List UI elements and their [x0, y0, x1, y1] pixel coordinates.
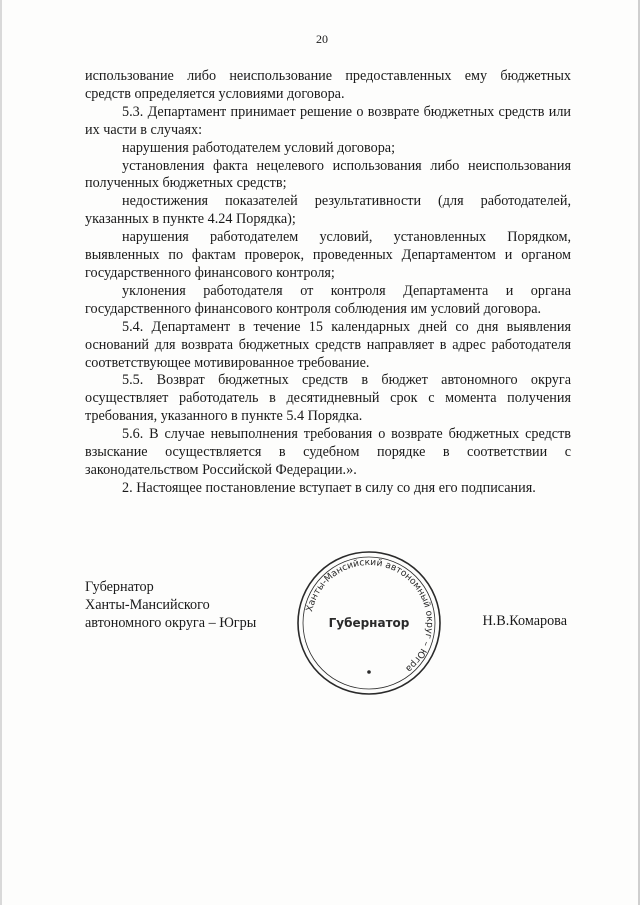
paragraph: нарушения работодателем условий договора;: [122, 139, 396, 156]
paragraph: 2. Настоящее постановление вступает в силу со дня его подписания.: [122, 479, 536, 496]
paragraph: установления факта нецелевого использования либо неиспользования полученных бюджетных средств;: [85, 157, 571, 192]
paragraph: недостижения показателей результативности (для работодателей, указанных в пункте 4.24 Порядка);: [85, 193, 571, 228]
signature-title-line: Ханты-Мансийского: [85, 597, 210, 613]
paragraph: 5.6. В случае невыполнения требования о возврате бюджетных средств взыскание осуществляется в судебном порядке в соответствии с законодательством Российской Федерации.».: [85, 426, 571, 478]
paragraph: 5.4. Департамент в течение 15 календарных дней со дня выявления оснований для возврата бюджетных средств направляет в адрес работодателя соответствующее мотивированное требование.: [85, 318, 571, 371]
paragraph: использование либо неиспользование предоставленных ему бюджетных средств определяется условиями договора.: [85, 68, 571, 102]
signature-title-line: Губернатор: [85, 579, 154, 595]
paragraph: уклонения работодателя от контроля Департамента и органа государственного финансового контроля соблюдения им условий договора.: [85, 282, 571, 317]
page-number: 20: [316, 32, 328, 46]
signature-title: [85, 578, 256, 632]
seal-ring-text: Ханты-Мансийский автономный округ – Югра: [304, 556, 436, 675]
signature-title-line: автономного округа – Югры: [85, 615, 257, 631]
paragraph: 5.5. Возврат бюджетных средств в бюджет автономного округа осуществляет работодатель в десятидневный срок с момента получения требования, указанного в пункте 5.4 Порядка.: [85, 372, 571, 425]
paragraph: 5.3. Департамент принимает решение о возврате бюджетных средств или их части в случаях:: [85, 103, 571, 138]
body-text: [85, 68, 571, 498]
seal-dot: [367, 670, 371, 674]
signatory-name: Н.В.Комарова: [482, 613, 567, 629]
official-seal: [294, 548, 444, 698]
seal-center-text: Губернатор: [328, 616, 410, 630]
paragraph: нарушения работодателем условий, установленных Порядком, выявленных по фактам проверок, проведенных Департаментом и органом государственного финансового контроля;: [85, 229, 571, 281]
